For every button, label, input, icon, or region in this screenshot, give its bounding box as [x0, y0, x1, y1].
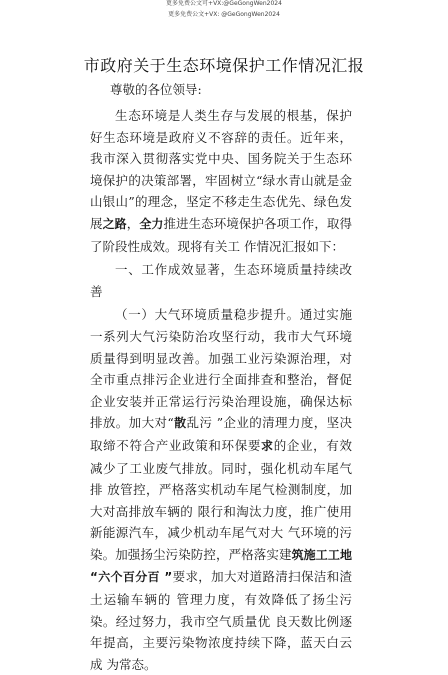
- air-quality-paragraph: [90, 304, 352, 675]
- air-emphasis-san: 散: [173, 416, 187, 431]
- salutation: 尊敬的各位领导:: [110, 82, 202, 97]
- document-title: 市政府关于生态环境保护工作情况汇报: [83, 56, 365, 75]
- intro-comma: ，: [126, 215, 140, 231]
- section-heading-1: 一、工作成效显著，生态环境质量持续改善: [90, 262, 352, 299]
- watermark-second: 更多免费公文+VX: @GeGongWen2024: [168, 11, 280, 18]
- document-body: [90, 105, 352, 675]
- intro-emphasis-path: 之路: [102, 216, 127, 231]
- watermark-top: 更多免费公文可+VX:@GeGongWen2024: [166, 0, 282, 7]
- air-text-3: 的企业，有效减少了工业废气排放。同时，强化机动车尾气排 放管控，严格落实机动车尾气检测制度，加大对高排放车辆的 限行和淘汰力度，推广使用新能源汽车，减少机动车尾气对大 气环境的污染。加强扬尘污染防控，严格落实建: [90, 437, 352, 562]
- air-text-1: （一）大气环境质量稳步提升。通过实施一系列大气污染防治攻坚行动，我市大气环境质量得到明显改善。加强工业污染源治理，对全市重点排污企业进行全面排查和整治，督促企业安装并正常运行污染治理设施，确保达标排放。加大对“: [90, 307, 352, 431]
- air-text-4: 要求，加大对道路清扫保洁和渣土运输车辆的 管理力度，有效降低了扬尘污染。经过努力，我市空气质量优 良天数比例逐年提高，主要污染物浓度持续下降，蓝天白云成 为常态。: [90, 569, 352, 672]
- intro-emphasis-full: 全力: [139, 216, 164, 231]
- air-emphasis-six-hundred: 筑施工工地 “六个百分百 ”: [90, 547, 352, 585]
- intro-text: 生态环境是人类生存与发展的根基，保护好生态环境是政府义不容辞的责任。近年来，我市深入贯彻落实党中央、国务院关于生态环境保护的决策部署，牢固树立“绿水青山就是金山银山”的理念，坚定不移走生态优先、绿色发展: [90, 108, 352, 231]
- air-emphasis-qiu: 求: [261, 438, 274, 453]
- intro-paragraph: [90, 105, 352, 257]
- air-text-2: 乱污 ”企业的清理力度，坚决取缔不符合产业政策和环保要: [90, 415, 352, 453]
- intro-text-end: 推进生态环境保护各项工作，取得了阶段性成效。现将有关工 作情况汇报如下：: [90, 215, 352, 254]
